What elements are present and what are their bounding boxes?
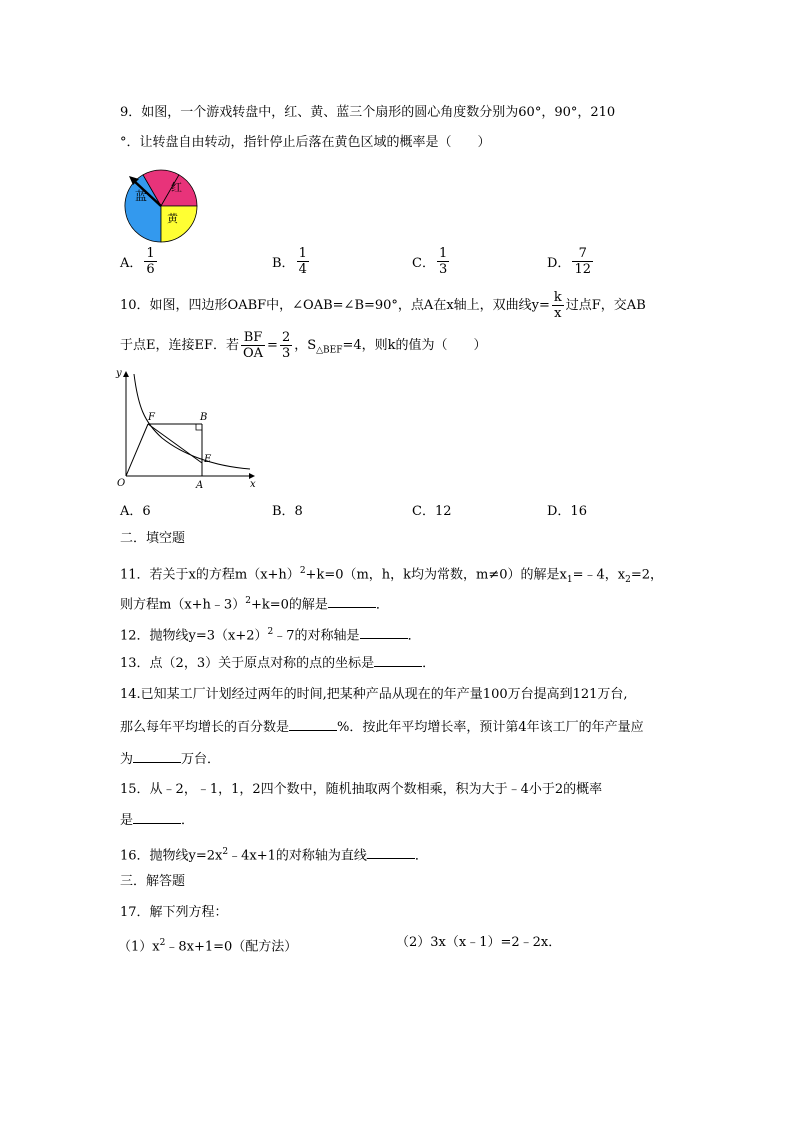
segment-fe (148, 424, 202, 463)
q17-part2: （2）3x（x﹣1）=2﹣2x． (396, 935, 562, 950)
q10-option-c: C．12 (412, 504, 452, 519)
spinner-blue-label: 蓝 (135, 189, 148, 203)
label-y: y (116, 368, 122, 379)
right-angle-marker (196, 424, 202, 430)
q11-line2: 则方程m（x+h﹣3）$^2$+k=0的解是 ． (120, 596, 389, 613)
q14-line2: 那么每年平均增长的百分数是 %．按此年平均增长率，预计第4年该工厂的年产量应 (120, 720, 644, 735)
answer-blank[interactable] (374, 654, 422, 667)
hyperbola-graph (112, 366, 264, 490)
q14-line3: 为 万台． (120, 752, 221, 767)
q16-line: 16．抛物线$y=2x^2﹣4x+1$的对称轴为直线 ． (120, 847, 428, 864)
section-heading-solve: 三．解答题 (120, 874, 186, 889)
q15-line2: 是 ． (120, 813, 195, 828)
q10-line1: 10．如图，四边形OABF中，∠OAB=∠B=90°，点A在x轴上，双曲线y= $\frac{k}{x}$ 过点F，交AB (120, 290, 646, 321)
q9-line1: 9．如图，一个游戏转盘中，红、黄、蓝三个扇形的圆心角度数分别为60°，90°，210 (120, 105, 616, 120)
q10-option-a: A．6 (120, 504, 151, 519)
answer-blank[interactable] (328, 595, 376, 608)
label-e: E (204, 454, 212, 465)
q13-line: 13．点（2，3）关于原点对称的点的坐标是 ． (120, 656, 436, 671)
q9-option-d: D． $\frac{7}{12}$ (547, 246, 591, 277)
answer-blank[interactable] (367, 846, 415, 859)
q12-line: 12．抛物线$y=3(x+2)^2﹣7$的对称轴是 ． (120, 627, 421, 644)
q9-option-c: C． $\frac{1}{3}$ (412, 246, 448, 277)
answer-blank[interactable] (133, 750, 181, 763)
q10-option-b: B．8 (272, 504, 303, 519)
label-b: B (200, 412, 208, 423)
section-heading-fill-blank: 二．填空题 (120, 531, 186, 546)
q17-title: 17．解下列方程： (120, 905, 228, 920)
q9-option-b: B． $\frac{1}{4}$ (272, 246, 307, 277)
answer-blank[interactable] (133, 811, 181, 824)
segment-ob (126, 424, 148, 476)
q10-line2: 于点E，连接EF．若 $\frac{BF}{OA}$ = $\frac{2}{3}$ ，$S_{\triangle BEF}=4$，则k的值为（ ） (120, 330, 487, 361)
label-a: A (196, 480, 204, 490)
answer-blank[interactable] (360, 626, 408, 639)
q9-option-a: A． $\frac{1}{6}$ (120, 246, 155, 277)
q9-line2: °．让转盘自由转动，指针停止后落在黄色区域的概率是（ ） (120, 135, 491, 150)
q11-line1: 11．若关于x的方程$m(x+h)^2+k=0(m$，h，k均为常数，m≠0）的解是$x_1=﹣4$，$x_2=2$， (120, 566, 664, 585)
answer-blank[interactable] (289, 718, 337, 731)
q15-line1: 15．从﹣2，﹣1，1，2四个数中，随机抽取两个数相乘，积为大于﹣4小于2的概率 (120, 782, 603, 797)
spinner-red-label: 红 (171, 181, 182, 194)
label-x: x (250, 479, 256, 490)
label-o: O (117, 478, 126, 489)
spinner-diagram (119, 164, 203, 248)
spinner-yellow-label: 黄 (167, 212, 178, 225)
q10-option-d: D．16 (547, 504, 587, 519)
q17-part1: $(1)x^2﹣8x+1=0$（配方法） (118, 938, 298, 955)
label-f: F (148, 412, 155, 423)
q14-line1: 14.已知某工厂计划经过两年的时间,把某种产品从现在的年产量100万台提高到121万台, (120, 687, 628, 702)
